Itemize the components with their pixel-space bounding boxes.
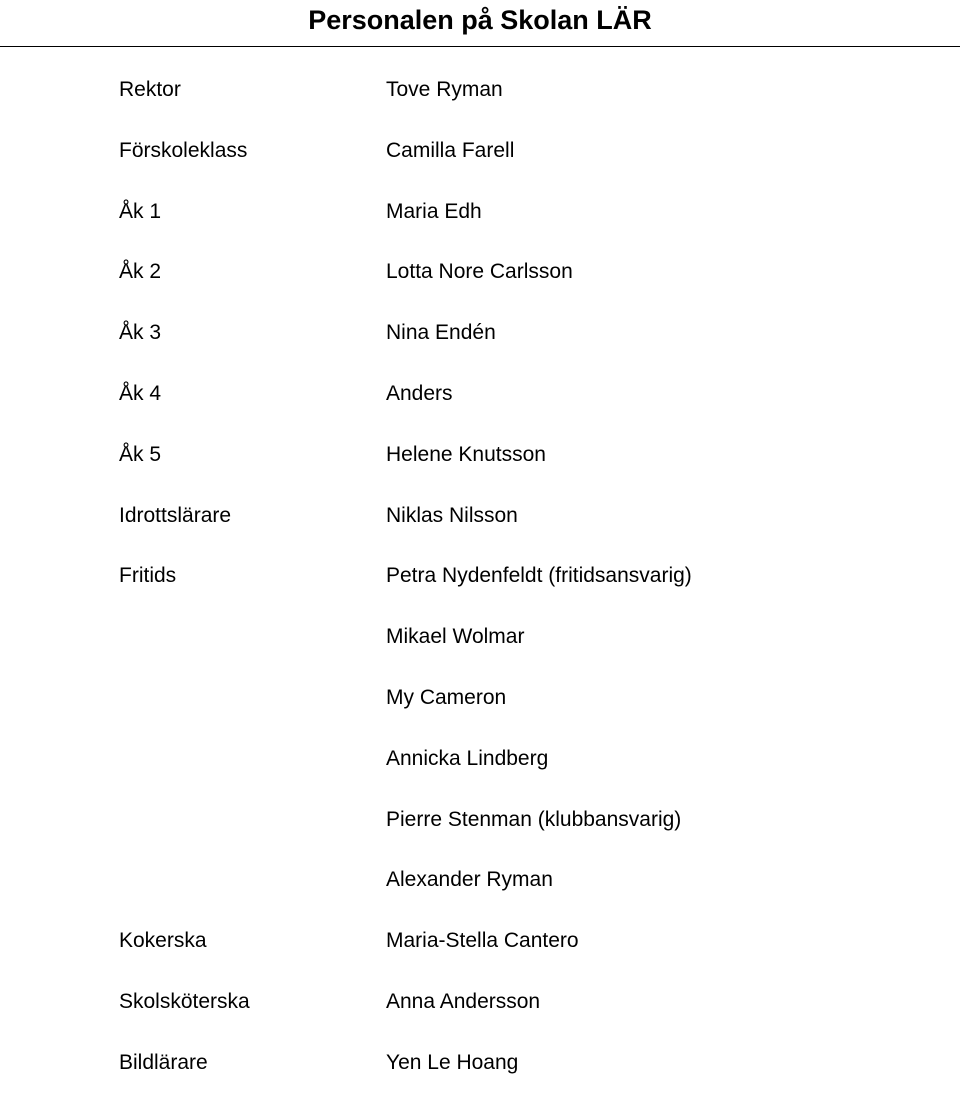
- staff-row: [0, 617, 960, 678]
- staff-role: Åk 3: [119, 321, 162, 345]
- staff-name: Mikael Wolmar: [386, 625, 525, 649]
- staff-roster: [0, 70, 960, 1104]
- staff-name: Alexander Ryman: [386, 868, 553, 892]
- staff-role: Åk 4: [119, 381, 162, 405]
- staff-row: [0, 70, 960, 131]
- staff-role: Bildlärare: [119, 1050, 208, 1074]
- staff-role: Åk 5: [119, 442, 162, 466]
- staff-row: [0, 678, 960, 739]
- staff-row: [0, 982, 960, 1043]
- staff-row: [0, 192, 960, 253]
- staff-row: [0, 374, 960, 435]
- staff-role: Rektor: [119, 78, 181, 101]
- staff-name: Petra Nydenfeldt (fritidsansvarig): [386, 564, 692, 588]
- staff-name: Anders: [386, 381, 453, 405]
- staff-role: Idrottslärare: [119, 503, 232, 527]
- staff-name: Nina Endén: [386, 321, 496, 345]
- staff-role: Kokerska: [119, 929, 207, 953]
- staff-row: [0, 800, 960, 861]
- staff-name: Pierre Stenman (klubbansvarig): [386, 807, 682, 831]
- staff-name: Camilla Farell: [386, 138, 515, 162]
- staff-name: My Cameron: [386, 685, 507, 709]
- staff-row: [0, 131, 960, 192]
- staff-row: [0, 496, 960, 557]
- staff-name: Maria-Stella Cantero: [386, 929, 579, 953]
- staff-name: Lotta Nore Carlsson: [386, 260, 573, 284]
- staff-role: Förskoleklass: [119, 138, 248, 162]
- staff-role: Åk 2: [119, 260, 162, 284]
- page-title: Personalen på Skolan LÄR: [308, 5, 652, 35]
- staff-row: [0, 1043, 960, 1104]
- staff-name: Yen Le Hoang: [386, 1050, 519, 1074]
- staff-name: Maria Edh: [386, 199, 482, 223]
- staff-name: Helene Knutsson: [386, 442, 546, 466]
- staff-role: Skolsköterska: [119, 989, 250, 1013]
- staff-row: [0, 921, 960, 982]
- staff-row: [0, 435, 960, 496]
- staff-name: Tove Ryman: [386, 78, 503, 101]
- staff-name: Anna Andersson: [386, 989, 541, 1013]
- staff-row: [0, 556, 960, 617]
- staff-name: Niklas Nilsson: [386, 503, 518, 527]
- staff-role: Fritids: [119, 564, 177, 588]
- staff-row: [0, 313, 960, 374]
- title-divider: [0, 46, 960, 47]
- staff-role: Åk 1: [119, 199, 162, 223]
- staff-row: [0, 252, 960, 313]
- staff-row: [0, 860, 960, 921]
- staff-name: Annicka Lindberg: [386, 746, 549, 770]
- staff-row: [0, 739, 960, 800]
